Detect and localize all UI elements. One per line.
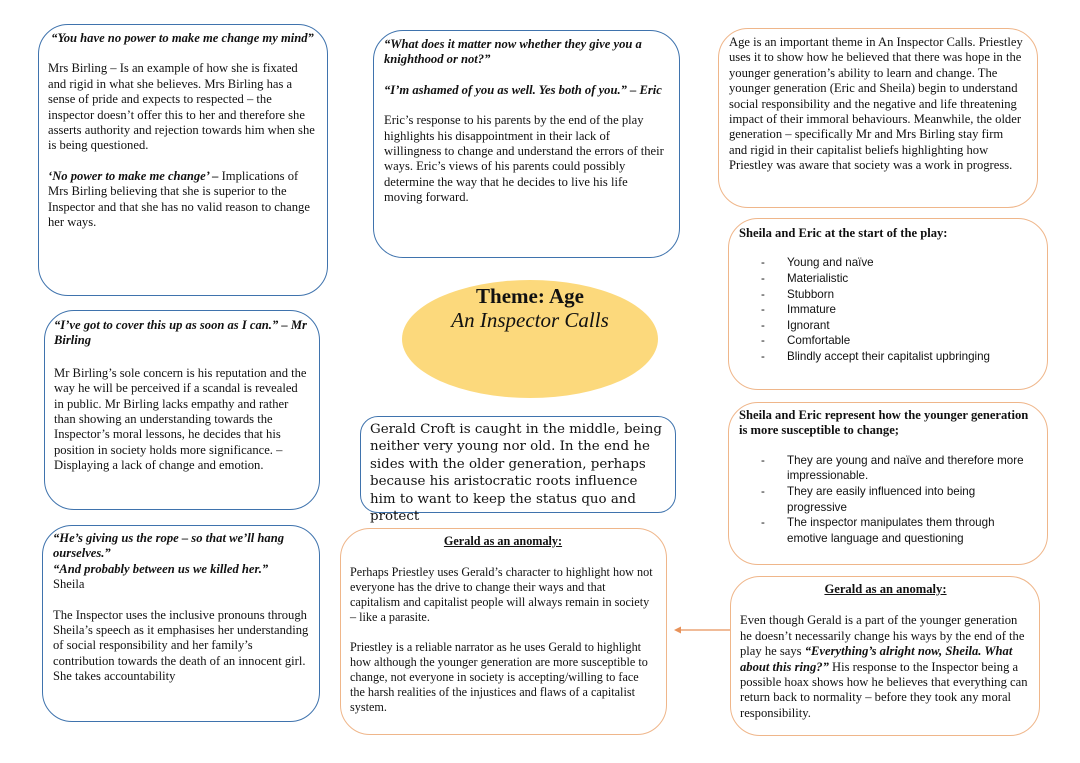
eric-quote-2: “I’m ashamed of you as well. Yes both of you.” – Eric: [384, 82, 662, 97]
eric-box: [373, 30, 680, 258]
anomaly-heading-right: Gerald as an anomaly:: [824, 582, 947, 596]
anomaly-text-left-2: Priestley is a reliable narrator as he uses Gerald to highlight how although the younger generation are more susceptible to change, not everyone in society is accepting/willing to face the harsh realities of the injustices and flaws of a capitalist system.: [350, 640, 648, 714]
list-item: - Young and naïve: [739, 255, 1037, 271]
list-item: - Ignorant: [739, 318, 1037, 334]
mrs-birling-box: [38, 24, 328, 296]
mrs-birling-quote: “You have no power to make me change my mind”: [51, 31, 314, 45]
mr-birling-box: [44, 310, 320, 510]
list-item: - They are young and naïve and therefore more impressionable.: [739, 453, 1037, 484]
list-item: - The inspector manipulates them through emotive language and questioning: [739, 515, 1037, 546]
intro-box: [718, 28, 1038, 208]
anomaly-heading-left: Gerald as an anomaly:: [443, 534, 563, 548]
list-item: - Comfortable: [739, 333, 1037, 349]
anomaly-text-right-a: Even though Gerald is a part of the younger generation he doesn’t necessarily change his ways by the end of the play he says: [740, 613, 1025, 659]
eric-text: Eric’s response to his parents by the end of the play highlights his disappointment in their lack of willingness to change and understand the errors of their ways. Eric’s views of his parents could possibly determine the way that he decides to live his life moving forward.: [384, 113, 664, 205]
mr-birling-quote: “I’ve got to cover this up as soon as I can.” – Mr Birling: [54, 318, 307, 348]
start-of-play-heading: Sheila and Eric at the start of the play:: [739, 226, 948, 240]
intro-text: Age is an important theme in An Inspector Calls. Priestley uses it to show how he believed that there was hope in the younger generation’s ability to learn and change. The younger generation (Eric and Sheila) begin to understand social responsibility and the negative and life threatening impact of their immoral behaviours. Meanwhile, the older generation – specifically Mr and Mrs Birling stay firm and rigid in their capitalist beliefs highlighting how Priestley was aware that society was a work in progress.: [729, 35, 1023, 173]
gerald-croft-text: Gerald Croft is caught in the middle, being neither very young nor old. In the end he sides with the older generation, perhaps because his aristocratic roots influence him to want to keep the status quo and protect: [370, 422, 662, 525]
sheila-quote-2: “And probably between us we killed her.”: [53, 561, 269, 576]
list-item: - Stubborn: [739, 287, 1037, 303]
anomaly-text-left-1: Perhaps Priestley uses Gerald’s character to highlight how not everyone has the drive to change their ways and that capitalism and capitalist people will always remain in society – like a parasite.: [350, 565, 653, 624]
list-item: - Blindly accept their capitalist upbringing: [739, 349, 1037, 365]
susceptible-box: [728, 402, 1048, 565]
list-item: - Immature: [739, 302, 1037, 318]
gerald-croft-box: [360, 416, 676, 525]
mrs-birling-implications-quote: ‘No power to make me change’ –: [48, 168, 219, 183]
eric-quote-1: “What does it matter now whether they give you a knighthood or not?”: [384, 37, 642, 67]
anomaly-text-right-b: His response to the Inspector being a possible hoax shows how he believes that everything can return back to normality – before they took any moral responsibility.: [740, 659, 1028, 720]
anomaly-box-left: [340, 528, 667, 735]
mrs-birling-text: Mrs Birling – Is an example of how she is fixated and rigid in what she believes. Mrs Birling has a sense of pride and expects to respected – the inspector doesn’t offer this to her and therefore she asserts authority and rejection towards him when she is being questioned.: [48, 61, 315, 153]
susceptible-list: [739, 453, 1037, 547]
list-item: - They are easily influenced into being progressive: [739, 484, 1037, 515]
theme-ellipse: [402, 280, 658, 398]
theme-subtitle: An Inspector Calls: [451, 308, 609, 332]
sheila-quote-1: “He’s giving us the rope – so that we’ll hang ourselves.”: [53, 531, 285, 561]
start-of-play-list: [739, 255, 1037, 364]
sheila-text: The Inspector uses the inclusive pronouns through Sheila’s speech as it emphasises her understanding of social responsibility and her family’s contribution towards the death of an innocent girl. She takes accountability: [53, 607, 309, 684]
anomaly-quote-right: “Everything’s alright now, Sheila. What about this ring?”: [740, 644, 1013, 674]
start-of-play-box: [728, 218, 1048, 390]
list-item: - Materialistic: [739, 271, 1037, 287]
arrow-icon: [672, 624, 732, 636]
mrs-birling-implications: [48, 169, 317, 231]
mr-birling-text: Mr Birling’s sole concern is his reputation and the way he will be perceived if a scandal is revealed in public. Mr Birling lacks empathy and rather than showing an understanding towards the Inspector’s moral lessons, he decides that his position in society holds more significance. – Displaying a lack of change and emotion.: [54, 365, 307, 473]
anomaly-box-right: [730, 576, 1040, 736]
sheila-speaker: Sheila: [53, 577, 85, 592]
mrs-birling-implications-text: Implications of Mrs Birling believing that she is superior to the Inspector and that she has no valid reason to change her ways.: [48, 168, 310, 230]
theme-title: Theme: Age: [476, 284, 584, 308]
anomaly-text-right: [740, 613, 1031, 721]
sheila-box: [42, 525, 320, 722]
susceptible-heading: Sheila and Eric represent how the younger generation is more susceptible to change;: [739, 408, 1029, 438]
